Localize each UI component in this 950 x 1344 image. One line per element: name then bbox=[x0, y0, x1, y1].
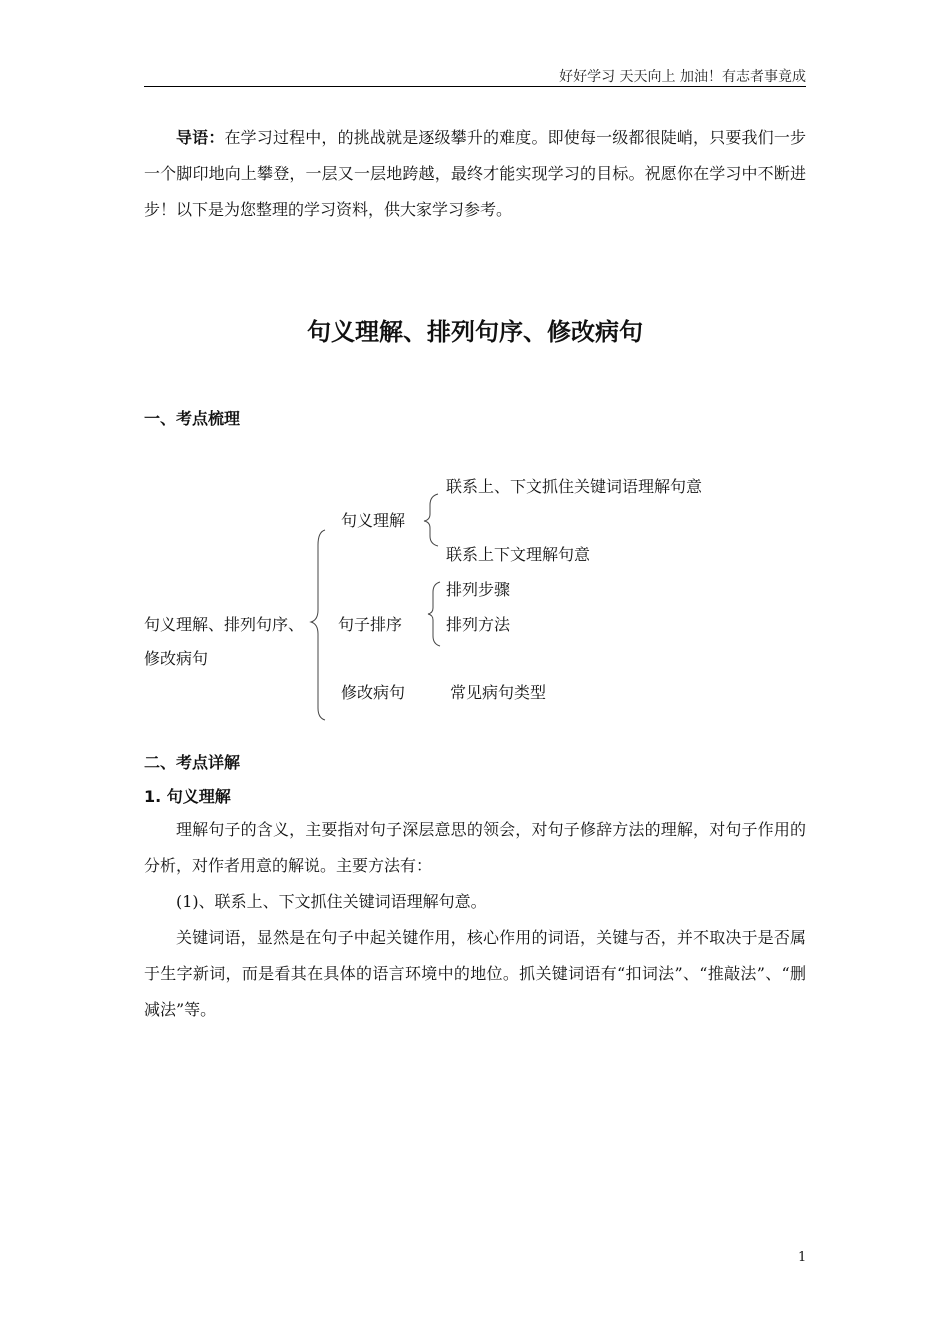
tree-branch-sentence-meaning: 句义理解 bbox=[341, 511, 406, 530]
tree-branch-fix-sentence: 修改病句 bbox=[341, 683, 406, 702]
page-number: 1 bbox=[798, 1250, 807, 1265]
main-brace bbox=[311, 530, 325, 720]
section2-subheading: 1. 句义理解 bbox=[144, 787, 231, 806]
intro-body: 在学习过程中，的挑战就是逐级攀升的难度。即使每一级都很陡峭，只要我们一步一个脚印地向上攀登，一层又一层地跨越，最终才能实现学习的目标。祝愿你在学习中不断进步！以下是为您整理的学习资料，供大家学习参考。 bbox=[144, 128, 806, 219]
tree-leaf: 排列步骤 bbox=[446, 580, 511, 599]
page-header-text: 好好学习 天天向上 加油！有志者事竟成 bbox=[559, 69, 806, 85]
section2-paragraph-1: 理解句子的含义，主要指对句子深层意思的领会，对句子修辞方法的理解，对句子作用的分析，对作者用意的解说。主要方法有： bbox=[144, 820, 806, 875]
tree-root-line1: 句义理解、排列句序、 bbox=[144, 615, 305, 634]
tree-branch-sentence-order: 句子排序 bbox=[338, 615, 403, 634]
tree-leaf: 排列方法 bbox=[446, 615, 511, 634]
tree-leaf: 联系上下文理解句意 bbox=[446, 545, 591, 564]
branch1-brace bbox=[424, 494, 438, 546]
section1-heading: 一、考点梳理 bbox=[144, 409, 241, 428]
tree-root-line2: 修改病句 bbox=[144, 649, 209, 668]
tree-leaf: 常见病句类型 bbox=[450, 683, 547, 702]
section2-paragraph-3: 关键词语，显然是在句子中起关键作用，核心作用的词语，关键与否，并不取决于是否属于生字新词，而是看其在具体的语言环境中的地位。抓关键词语有“扣词法”、“推敲法”、“删减法”等。 bbox=[144, 928, 806, 1019]
page-title: 句义理解、排列句序、修改病句 bbox=[307, 318, 643, 346]
section2-paragraph-2: (1)、联系上、下文抓住关键词语理解句意。 bbox=[176, 892, 487, 911]
tree-leaf: 联系上、下文抓住关键词语理解句意 bbox=[446, 477, 703, 496]
branch2-brace bbox=[428, 582, 440, 646]
intro-label: 导语： bbox=[176, 128, 225, 147]
section2-heading: 二、考点详解 bbox=[144, 753, 241, 772]
